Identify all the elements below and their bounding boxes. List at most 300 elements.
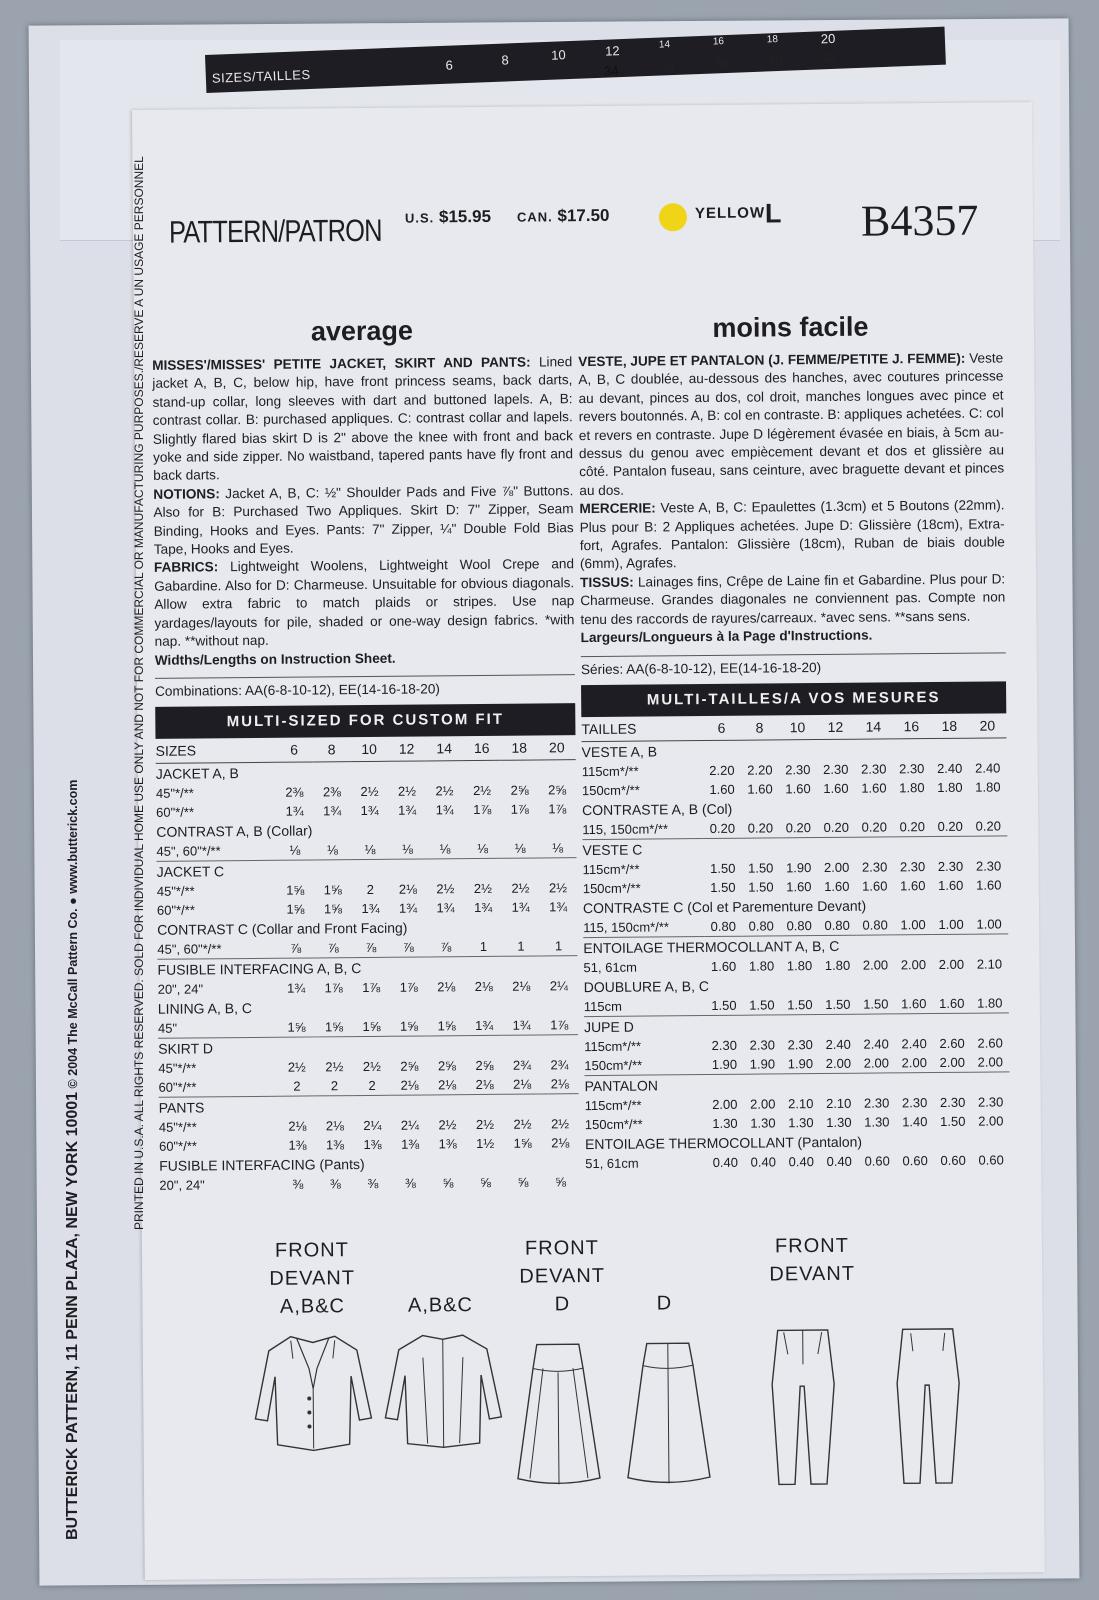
yardage-cell: 1¾ [465,1016,503,1036]
notions-fr [579,497,1005,574]
french-column [578,310,1010,1173]
us-price [405,207,491,228]
size-column-header: 12 [388,737,426,762]
size-column-header: 10 [350,737,388,762]
yardage-cell: 2.00 [895,1053,933,1073]
fabrics-en-text: Lightweight Woolens, Lightweight Wool Crepe and Gabardine. Also for D: Charmeuse. Unsuitable for obvious diagonals. Allow extra fabric to match plaids or stripes. Use nap yardages/layouts for pile, shaded or one-way design fabrics. *with nap. **without nap. [154,556,575,649]
yardage-cell: 1.50 [819,995,857,1015]
yardage-cell: 1¾ [473,900,493,916]
yardage-cell: 1.60 [976,877,1002,893]
yardage-cell: 1⅜ [438,1136,457,1152]
yardage-cell: 2.00 [750,1096,776,1112]
yardage-cell: 2¼ [549,978,568,994]
yardage-cell: 2⅛ [398,881,417,898]
yardage-cell: 1.50 [748,879,774,895]
size-letter: L [764,198,782,229]
garment-group-label: JACKET A, B [155,765,239,783]
yardage-cell: 1⅝ [286,901,305,917]
website: www.butterick.com [66,779,80,894]
yardage-table-fr [581,713,1010,1173]
notions-en-label: NOTIONS: [153,486,220,502]
size-strip-eu: 42 [821,49,837,66]
yardage-cell: 2½ [511,880,530,897]
widths-en [155,648,575,670]
yardage-cell: 1.90 [781,1054,819,1074]
label-line: A,B&C [279,1295,346,1318]
widths-fr-text: Largeurs/Longueurs à la Page d'Instructions. [580,627,873,646]
yardage-cell: 1⅝ [428,1016,466,1036]
yardage-cell: 1.60 [933,994,971,1014]
yardage-cell: 2.40 [936,760,963,776]
yardage-cell: 1.90 [785,860,812,876]
size-strip-size: 12 [604,43,620,59]
yardage-cell: 1¾ [511,899,530,916]
yardage-cell: ⅝ [517,1174,529,1190]
yardage-cell: 2.10 [976,956,1003,972]
yardage-cell: 2 [366,882,375,898]
size-strip-eu: 40 [767,52,783,69]
yardage-cell: 1⅞ [548,801,567,817]
label-line: DEVANT [269,1267,356,1290]
fabric-width-label: 150cm*/** [581,782,640,799]
yardage-cell: 2.00 [971,1052,1009,1072]
yardage-cell: 1.60 [937,877,964,893]
label-line: D [554,1293,571,1316]
fabrics-fr [580,570,1005,629]
size-column-header: 6 [275,738,313,763]
fabrics-fr-label: TISSUS: [580,574,634,590]
yardage-cell: 1 [502,937,540,957]
yardage-table-en [155,735,579,1195]
fabric-width-label: 115cm*/** [584,1097,642,1113]
description-en-text: Lined jacket A, B, C, below hip, have front princess seams, back darts, stand-up collar, long sleeves with dart and buttoned lapels. A, B: contrast collar. B: purchased appliques. C: contrast collar and lapels. Slightly flared bias skirt D is 2" above the knee with front and back yoke and side zipper. No waistband, tapered pants have fly front and back darts. [152,354,574,484]
skirt-front-sketch-icon [513,1338,604,1489]
yardage-cell: 2.40 [863,1036,889,1052]
yardage-cell: 0.20 [817,818,855,838]
widths-en-text: Widths/Lengths on Instruction Sheet. [154,650,396,668]
yardage-cell: 1⅝ [323,882,342,898]
yardage-cell: 2⅜ [322,784,342,800]
difficulty-fr: moins facile [712,311,869,343]
yardage-cell: ⅝ [480,1175,491,1191]
yardage-cell: 2⅛ [325,1118,344,1134]
yardage-cell: 1.60 [785,781,811,797]
yardage-cell: 2.30 [787,1037,813,1053]
table-row [585,1150,1010,1173]
yardage-cell: ⅛ [389,840,427,860]
size-column-header: 14 [854,714,892,739]
yardage-cell: 0.60 [902,1153,928,1169]
fabric-width-label: 20", 24" [159,1177,205,1194]
yardage-cell: 0.20 [741,818,779,838]
yardage-cell: ⅝ [442,1175,454,1191]
yardage-cell: 1¾ [503,1016,541,1036]
yardage-cell: 1¾ [287,980,306,996]
garment-group-label: CONTRAST C (Collar and Front Facing) [157,919,408,939]
garment-group-label: FUSIBLE INTERFACING A, B, C [157,960,362,979]
pattern-label: PATTERN/PATRON [168,212,382,250]
size-strip-size: 18 [766,33,779,46]
yardage-cell: 2⅝ [475,1058,494,1074]
size-column-header: 20 [538,735,576,760]
fabric-width-label: 60"*/** [158,1138,197,1155]
yardage-cell: 1.80 [786,958,813,974]
yardage-cell: 0.20 [703,819,741,839]
yardage-cell: 2.30 [861,859,888,875]
yardage-cell: 2.30 [975,858,1002,874]
size-column-header: 8 [313,737,351,762]
title-fr: VESTE, JUPE ET PANTALON (J. FEMME/PETITE J. FEMME): [578,350,966,370]
table-title-en: MULTI-SIZED FOR CUSTOM FIT [155,703,575,739]
yardage-cell: 2½ [513,1116,532,1133]
english-column [152,314,580,1195]
yardage-cell: 1.80 [937,779,963,795]
yardage-cell: 0.20 [855,817,893,837]
yardage-cell: 2.20 [747,762,773,778]
yardage-cell: 2.60 [939,1035,965,1051]
yardage-cell: 2.00 [712,1096,738,1112]
jacket-back-sketch-icon [383,1327,504,1458]
copyright: © 2004 The McCall Pattern Co. [66,908,80,1089]
yardage-cell: ⅛ [426,839,464,859]
yardage-cell: 1.60 [861,780,887,796]
fabric-width-label: 115, 150cm*/** [583,917,704,938]
yardage-cell: 1¾ [436,900,455,916]
company-address: BUTTERICK PATTERN, 11 PENN PLAZA, NEW YORK 10001 [64,1091,81,1540]
yardage-cell: 2⅛ [428,1075,466,1095]
us-price-value: $15.95 [438,206,492,227]
yardage-cell: 1⅜ [325,1137,345,1153]
yardage-cell: ⅜ [367,1176,379,1192]
yardage-cell: 0.80 [856,915,894,935]
yardage-cell: 1.30 [864,1114,890,1130]
fabric-width-label: 45"*/** [158,1119,197,1136]
label-line: FRONT [274,1239,349,1262]
yardage-cell: 1.50 [781,995,819,1015]
yardage-cell: 2⅛ [391,1076,429,1096]
yardage-cell: 2.00 [857,1053,895,1073]
yardage-cell: 1.30 [750,1115,776,1131]
yardage-cell: 2½ [475,1117,495,1133]
widths-fr [581,625,1006,647]
fabric-width-label: 45"*/** [158,1060,197,1077]
pants-front-label [752,1232,872,1289]
garment-group-label: JUPE D [583,1018,634,1035]
yardage-cell: 1.00 [894,915,932,935]
yardage-cell: 2.30 [711,1037,738,1053]
yardage-cell: 2⅛ [474,979,493,995]
yardage-cell: 2.00 [823,859,850,875]
yardage-cell: 2½ [362,1059,381,1075]
yardage-cell: 2⅛ [437,979,456,995]
yardage-cell: 0.60 [978,1152,1004,1168]
fabric-width-label: 60"*/** [156,804,195,821]
yardage-cell: 1.40 [902,1114,928,1130]
yardage-cell: 2¼ [400,1117,420,1134]
yardage-cell: 2.40 [901,1036,927,1052]
garment-group-label: DOUBLURE A, B, C [583,977,710,995]
garment-group-label: LINING A, B, C [157,1000,253,1018]
yardage-cell: 2⅝ [510,782,529,799]
yardage-cell: 1⅞ [473,802,492,818]
garment-group-label: PANTALON [584,1077,658,1094]
yardage-cell: 1.60 [786,879,812,895]
yardage-cell: 1.50 [705,996,743,1016]
yardage-cell: 2.30 [899,761,925,777]
yardage-cell: 2½ [473,881,493,897]
yardage-cell: 1⅜ [400,1136,420,1153]
yardage-cell: 1⅞ [362,980,381,996]
yardage-cell: 2½ [397,783,417,800]
yardage-cell: 2.00 [978,1113,1004,1129]
fabric-width-label: 150cm*/** [584,1055,705,1076]
fabric-width-label: 45", 60"*/** [157,939,277,960]
yardage-cell: 2½ [548,880,568,896]
size-strip-label: SIZES/TAILLES [211,66,311,86]
sizes-header-label: TAILLES [581,716,702,742]
size-column-header: 20 [968,713,1006,738]
label-line: DEVANT [519,1264,606,1288]
fabric-width-label: 45", 60"*/** [156,841,276,862]
yardage-cell: 2⅛ [551,1135,570,1151]
notions-fr-label: MERCERIE: [579,500,656,517]
yardage-cell: 2.00 [900,957,927,973]
yardage-cell: 2½ [550,1116,570,1132]
garment-group-label: CONTRASTE C (Col et Parementure Devant) [582,897,867,917]
yardage-cell: 1.80 [899,780,925,796]
yardage-cell: 2⅝ [548,782,567,798]
yardage-cell: 2½ [287,1059,306,1075]
printed-notice: PRINTED IN U.S.A. ALL RIGHTS RESERVED. [132,979,146,1230]
yardage-cell: 1½ [476,1136,495,1152]
yardage-cell: 2.00 [819,1054,857,1074]
yardage-cell: 1.50 [857,994,895,1014]
yardage-cell: 2.30 [937,858,964,874]
fabric-width-label: 115, 150cm*/** [582,819,703,840]
pattern-info-sheet [132,102,1045,1580]
fabric-width-label: 150cm*/** [582,880,641,897]
yardage-cell: 1⅝ [323,901,343,917]
size-column-header: 18 [930,714,968,739]
garment-group-label: VESTE C [582,841,643,859]
fabric-width-label: 115cm*/** [582,861,640,878]
yardage-cell: 0.40 [750,1154,777,1170]
size-column-header: 16 [892,714,930,739]
fabric-width-label: 115cm [584,996,705,1017]
yardage-cell: 2 [316,1076,354,1096]
size-strip-size: 16 [712,36,725,48]
yardage-cell: 2.30 [939,1094,966,1110]
yardage-cell: 2.10 [788,1095,814,1112]
side-legal-text [132,156,146,1230]
yardage-cell: 1.30 [826,1114,852,1130]
yardage-cell: 1⅜ [363,1137,382,1153]
fabric-width-label: 45"*/** [156,883,195,900]
yardage-cell: 2½ [436,881,455,897]
yardage-cell: ⅞ [314,938,352,958]
notions-fr-text: Veste A, B, C: Epaulettes (1.3cm) et 5 Boutons (22mm). Plus pour B: 2 Appliques achetées. Jupe D: Glissière (18cm), Extra-fort, Agrafes. Pantalon: Glissière (18cm), Ruban de biais double (6mm), Agrafes. [579,497,1005,572]
yardage-cell: 1.60 [900,878,926,894]
us-label: U.S. [404,210,435,226]
yardage-cell: 2.00 [933,1053,971,1073]
garment-group-label: ENTOILAGE THERMOCOLLANT (Pantalon) [584,1133,863,1152]
garment-group-label: CONTRASTE A, B (Col) [582,800,733,819]
yardage-cell: 0.60 [864,1153,890,1169]
fabrics-en [154,556,575,652]
yardage-cell: ⅛ [501,839,539,859]
yardage-cell: 2.40 [825,1036,851,1052]
label-line: FRONT [774,1234,849,1258]
skirt-back-sketch-icon [623,1337,714,1488]
yardage-cell: 2.60 [977,1035,1003,1051]
yardage-cell: 0.40 [788,1153,814,1170]
size-column-header: 12 [816,715,854,740]
yardage-cell: 1.50 [710,879,736,895]
yardage-cell: 2½ [360,784,379,800]
yardage-cell: 1.90 [705,1055,743,1075]
label-line: FRONT [524,1236,599,1260]
yardage-cell: 1⅞ [324,980,343,996]
jacket-front-label [252,1236,373,1321]
yardage-cell: 1⅜ [288,1137,307,1153]
yardage-cell: 2½ [438,1117,457,1133]
size-strip-size: 20 [820,30,836,47]
size-strip-eu: 34 [603,63,619,79]
yellow-dot-icon [659,203,687,231]
combinations-fr: Séries: AA(6-8-10-12), EE(14-16-18-20) [581,652,1006,679]
yardage-cell: 2½ [435,783,454,799]
yardage-cell: 2.30 [901,1095,928,1111]
fabric-width-label: 60"*/** [156,902,195,919]
size-column-header: 10 [778,715,816,740]
yardage-cell: 1⅝ [390,1017,428,1037]
yardage-cell: 1¾ [360,803,379,819]
yardage-cell: 1.80 [824,957,851,973]
skirt-back-label: D [656,1292,673,1315]
notions-en-text: Jacket A, B, C: ½" Shoulder Pads and Five ⅞" Buttons. Also for B: Purchased Two Appliques. Skirt D: 7" Zipper, Seam Binding, Hooks and Eyes. Pants: 7" Zipper, ¼" Double Fold Bias Tape, Hooks and Eyes. [153,483,574,557]
yardage-cell: 2.30 [899,859,926,875]
fabric-width-label: 51, 61cm [583,959,638,975]
difficulty-en: average [310,315,414,347]
yardage-cell: 1⅞ [399,979,418,996]
size-strip-size: 14 [658,39,671,51]
yardage-cell: 1.00 [970,914,1008,934]
yardage-cell: 0.20 [779,818,817,838]
combinations-en: Combinations: AA(6-8-10-12), EE(14-16-18-20) [155,674,575,701]
yardage-cell: 1 [540,936,578,956]
yardage-cell: ⅛ [464,839,502,859]
garment-group-label: JACKET C [156,863,225,881]
yardage-cell: 2.30 [749,1037,775,1053]
fabric-width-label: 115cm*/** [584,1038,642,1054]
yardage-cell: 1.50 [940,1113,966,1129]
yardage-cell: 1⅞ [510,801,529,818]
side-company-text: BUTTERICK PATTERN, 11 PENN PLAZA, NEW YORK 10001 © 2004 The McCall Pattern Co. ● www.butterick.com [64,779,81,1540]
yardage-cell: 2.30 [863,1095,890,1111]
can-price-value: $17.50 [557,205,610,226]
yardage-cell: 2.30 [861,761,887,777]
yardage-cell: 2.30 [977,1094,1004,1110]
pants-front-sketch-icon [768,1324,839,1490]
yardage-cell: 0.20 [931,817,969,837]
yardage-cell: 1.80 [748,958,775,974]
yardage-cell: 1¾ [398,802,417,819]
yardage-cell: 2⅛ [503,1075,541,1095]
yardage-cell: 1⅝ [513,1135,532,1152]
size-strip-size: 8 [501,52,509,68]
yardage-cell: 2⅛ [541,1074,579,1094]
yardage-cell: 1.60 [895,994,933,1014]
yardage-cell: 2⅝ [400,1058,419,1075]
size-column-header: 8 [740,715,778,740]
label-line: DEVANT [769,1262,856,1286]
sold-notice: SOLD FOR INDIVIDUAL HOME USE ONLY AND NOT FOR COMMERCIAL OR MANUFACTURING PURPOSES./RESERVE A UN USAGE PERSONNEL [132,156,146,976]
yardage-cell: 1 [465,937,503,957]
yardage-cell: 1¾ [285,803,304,819]
description-en [152,353,573,486]
garment-group-label: SKIRT D [158,1040,213,1058]
garment-group-label: ENTOILAGE THERMOCOLLANT A, B, C [583,937,840,956]
size-strip-eu: 36 [659,59,675,75]
yardage-cell: 1.00 [932,915,970,935]
yardage-cell: 2.30 [785,762,811,778]
yardage-cell: 2¼ [363,1118,382,1134]
yardage-cell: 2⅛ [512,978,531,995]
garment-group-label: VESTE A, B [581,743,658,761]
yardage-cell: 1.60 [710,958,737,974]
yardage-cell: 0.20 [969,816,1007,836]
fabric-width-label: 45"*/** [155,785,194,802]
yardage-cell: 2½ [325,1059,344,1075]
yardage-cell: ⅛ [314,840,352,860]
yardage-cell: ⅛ [539,838,577,858]
garment-illustrations [212,1231,975,1568]
sizes-header-label: SIZES [155,738,275,764]
fabric-width-label: 60"*/** [158,1077,278,1098]
pattern-number: B4357 [860,195,979,246]
yardage-cell: 2⅝ [437,1058,457,1074]
yardage-cell: 2.30 [823,761,849,777]
yardage-cell: 1⅝ [315,1017,353,1037]
yardage-cell: 1¾ [435,802,454,818]
yardage-cell: 2.10 [825,1095,852,1111]
fabric-width-label: 150cm*/** [584,1116,643,1132]
yardage-cell: 2½ [472,783,492,799]
can-price [517,206,610,227]
size-strip-eu: 38 [713,55,729,72]
size-column-header: 14 [425,736,463,761]
yardage-cell: 2.00 [862,957,889,973]
yardage-cell: 1.30 [788,1114,814,1131]
yardage-cell: 1⅝ [286,882,305,898]
yardage-cell: 1.50 [747,860,774,876]
yardage-cell: ⅜ [329,1176,341,1192]
yardage-cell: 2 [353,1076,391,1096]
yardage-cell: 0.40 [712,1154,739,1170]
fabrics-en-label: FABRICS: [153,559,219,576]
fabric-width-label: 115cm*/** [581,763,639,780]
can-label: CAN. [516,209,553,225]
yardage-cell: 0.60 [940,1152,966,1168]
yardage-cell: 1¾ [549,899,568,915]
yardage-cell: 1.80 [975,779,1001,795]
yardage-cell: 2.20 [709,762,735,778]
garment-group-label: FUSIBLE INTERFACING (Pants) [159,1156,365,1175]
yardage-cell: 2⅛ [466,1075,504,1095]
yardage-cell: 0.40 [826,1153,852,1169]
table-row [159,1172,579,1195]
sizes-header-row [155,735,575,763]
